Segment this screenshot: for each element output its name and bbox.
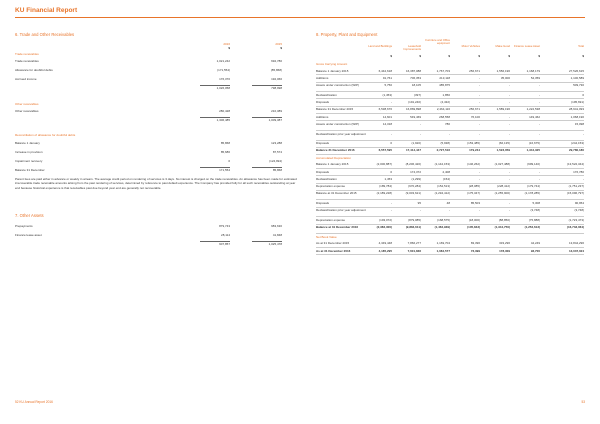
cell-value: (16,675): [528, 141, 540, 146]
report-title: KU Financial Report: [15, 7, 78, 14]
cell-value: 35,000: [500, 75, 510, 80]
cell-value: (154,513): [437, 184, 450, 189]
subheading: Reconciliation of allowance for doubtful debts: [15, 133, 76, 137]
cell-value: 149,462: [529, 114, 540, 119]
cell-value: (18,000): [468, 217, 480, 222]
cell-value: (13,522,344): [566, 162, 584, 167]
cell-value: (1,142,153): [434, 162, 450, 167]
cell-value: 95: [417, 201, 421, 205]
row-divider: [316, 254, 584, 255]
column-header: Finance Lease Asset: [514, 44, 540, 48]
column-unit: $: [538, 54, 540, 58]
row-label: Depreciation expense: [316, 184, 346, 189]
cell-value: -: [509, 208, 510, 213]
value-prior: 123,288: [271, 141, 282, 145]
row-label: Balance 31 December 2015: [316, 107, 354, 112]
total-current: 1,026,058: [216, 86, 230, 90]
cell-value: -: [479, 131, 480, 136]
cell-value: 1,222,538: [526, 107, 540, 112]
cell-value: (2,000,887): [376, 162, 392, 167]
row-divider: [316, 233, 584, 234]
cell-value: -: [479, 176, 480, 181]
cell-value: (1,920): [411, 141, 421, 146]
column-header: Total: [578, 44, 584, 48]
cell-value: -: [509, 176, 510, 181]
cell-value: 13,037,024: [568, 248, 584, 253]
cell-value: -: [539, 131, 540, 136]
cell-value: 1,168,179: [526, 68, 540, 73]
cell-value: (195,691): [571, 100, 584, 104]
cell-value: 1,523,059: [496, 148, 510, 153]
total-prior: 1,009,387: [268, 118, 282, 122]
cell-value: (970,284): [408, 184, 421, 189]
cell-value: (3,748): [574, 208, 584, 213]
cell-value: 509,730: [573, 83, 584, 88]
cell-value: 28,941,093: [568, 107, 584, 112]
cell-value: 15,098: [574, 121, 584, 126]
cell-value: -: [539, 121, 540, 126]
cell-value: 0: [582, 92, 584, 97]
cell-value: (1,252,613): [524, 225, 540, 230]
value-prior: 692,780: [271, 59, 282, 63]
row-label: Trade receivables: [15, 59, 39, 63]
cell-value: 1,767,703: [436, 68, 450, 73]
cell-value: -: [509, 121, 510, 126]
row-label: Depreciation expense: [316, 217, 346, 222]
row-label: Balance at 31 December 2016: [316, 225, 359, 230]
cell-value: -: [479, 121, 480, 126]
cell-value: 176,780: [573, 169, 584, 174]
cell-value: (146,262): [467, 162, 480, 167]
cell-value: -: [509, 83, 510, 88]
cell-value: 44,249: [530, 241, 540, 246]
cell-value: 4,349,448: [378, 241, 392, 246]
row-label: Finance lease asset: [15, 233, 42, 237]
cell-value: 85,503: [470, 201, 480, 205]
cell-value: 1,589,196: [496, 107, 510, 112]
row-label: Impairment recovery: [15, 159, 43, 163]
cell-value: 0: [390, 169, 392, 174]
cell-value: 1,068,190: [570, 114, 584, 119]
row-label: Assets under construction (WIP): [316, 121, 360, 126]
subheading: Trade receivables: [15, 52, 39, 56]
row-label: Reclassification: [316, 176, 337, 181]
cell-value: 27,526,615: [568, 68, 584, 73]
cell-value: -: [420, 208, 421, 213]
cell-value: 16,869,898: [405, 107, 421, 112]
cell-value: -: [479, 169, 480, 174]
cell-value: -: [509, 114, 510, 119]
column-unit: $: [508, 54, 510, 58]
cell-value: 6,538,676: [378, 107, 392, 112]
cell-value: (105,843): [467, 225, 480, 230]
cell-value: (1,255,900): [494, 191, 510, 196]
cell-value: 18,105: [411, 83, 421, 88]
row-label: Additions: [316, 75, 329, 80]
cell-value: (193,072): [379, 217, 392, 222]
cell-value: 48: [446, 201, 450, 205]
cell-value: -: [509, 201, 510, 205]
row-label: Increase in provision: [15, 150, 43, 154]
section-title: 7. Other Assets: [15, 213, 44, 218]
cell-value: 485,875: [439, 83, 450, 88]
cell-value: (179,744): [527, 184, 540, 189]
cell-value: 7,601,836: [407, 248, 421, 253]
cell-value: 7,866,277: [407, 241, 421, 246]
value-current: 28,114: [221, 233, 230, 237]
cell-value: 76,100: [470, 114, 480, 119]
cell-value: 93,700: [530, 248, 540, 253]
cell-value: 333,296: [499, 241, 510, 246]
value-prior: 85,868: [272, 168, 282, 172]
cell-value: (8,206,420): [405, 162, 421, 167]
row-label: Other receivables: [15, 109, 39, 113]
cell-value: (228,412): [497, 184, 510, 189]
column-unit: $: [419, 54, 421, 58]
cell-value: 706,353: [410, 75, 421, 80]
row-label: Assets under construction (WIP): [316, 83, 360, 88]
row-label: Balance 31 December 2016: [316, 148, 355, 153]
cell-value: 2,408: [442, 169, 450, 174]
row-label: Disposals: [316, 100, 330, 104]
cell-value: -: [509, 100, 510, 104]
cell-value: -: [479, 83, 480, 88]
cell-value: (9,884,611): [405, 225, 421, 230]
total-current: 907,857: [219, 242, 230, 246]
cell-value: -: [509, 131, 510, 136]
cell-value: -: [391, 208, 392, 213]
column-unit: $: [390, 54, 392, 58]
value-prior: 41,848: [272, 233, 282, 237]
cell-value: 91,761: [382, 75, 392, 80]
cell-value: (879,085): [408, 217, 421, 222]
row-label: Disposals: [316, 169, 330, 174]
row-label: Reclassification: [316, 92, 337, 97]
cell-value: -: [391, 100, 392, 104]
cell-value: -: [391, 131, 392, 136]
cell-value: 213,118: [439, 75, 450, 80]
row-divider: [316, 154, 584, 155]
column-header: Furniture and Office equipment: [425, 38, 450, 46]
cell-value: (66,135): [498, 141, 510, 146]
cell-value: 179,244: [469, 148, 480, 153]
value-current: 171,554: [219, 168, 230, 172]
cell-value: (1,462,939): [434, 225, 450, 230]
cell-value: 13,844,296: [568, 241, 584, 246]
cell-value: -: [583, 176, 584, 181]
value-current: 176,370: [219, 77, 230, 81]
value-prior: (85,868): [270, 68, 282, 72]
cell-value: (168,575): [437, 217, 450, 222]
cell-value: 6,442,618: [378, 68, 392, 73]
cell-value: (1,294,412): [434, 191, 450, 196]
subheading: Net Book Value: [316, 234, 337, 239]
cell-value: (244,153): [571, 141, 584, 146]
footer-left: 52 KU Annual Report 2016: [15, 400, 53, 404]
column-unit: $: [582, 54, 584, 58]
cell-value: (1,723,473): [568, 217, 584, 222]
column-unit: $: [478, 54, 480, 58]
value-prior: 87,574: [272, 150, 282, 154]
cell-value: -: [539, 83, 540, 88]
value-current: 0: [228, 159, 230, 163]
total-current: 1,306,485: [216, 118, 230, 122]
value-current: 280,428: [219, 109, 230, 113]
cell-value: 268,558: [439, 114, 450, 119]
cell-value: 178,309: [499, 248, 510, 253]
cell-value: (191,240): [408, 100, 421, 104]
cell-value: (999,140): [527, 162, 540, 167]
cell-value: 780: [444, 121, 450, 126]
note-paragraph: Parent fees are paid either in advance or weekly in arrears. The average credit period on rendering of services is 3 days. No interest is charged on the trade receivables. An allowance has been made for estimated irrecoverable trade receivable amounts arising from the past rendering of services, determined by reference to past default experience. The Company has provided fully for all such receivables outstanding at year end because historical experience is that receivables past due beyond year end are generally not recoverable.: [15, 177, 297, 190]
cell-value: (9,003,621): [405, 191, 421, 196]
cell-value: 1,100,589: [570, 75, 584, 80]
cell-value: 90,954: [574, 201, 584, 205]
cell-value: -: [509, 169, 510, 174]
cell-value: 29,780,180: [568, 148, 584, 153]
subheading: Other receivables: [15, 102, 39, 106]
cell-value: 17,414,447: [405, 148, 421, 153]
subheading: Accumulated Depreciation: [316, 155, 352, 160]
column-header: 2015: [275, 42, 282, 46]
cell-value: 5,308: [532, 201, 540, 205]
column-header: Leasehold Improvements: [403, 44, 421, 52]
cell-value: (1,751,237): [568, 184, 584, 189]
cell-value: 2,464,116: [436, 107, 450, 112]
cell-value: -: [479, 208, 480, 213]
cell-value: (1,344,750): [494, 225, 510, 230]
value-current: (171,554): [217, 68, 230, 72]
cell-value: (1,178,285): [524, 191, 540, 196]
row-label: As at 31 December 2016: [316, 248, 351, 253]
column-header: 2016: [223, 42, 230, 46]
cell-value: -: [420, 121, 421, 126]
cell-value: 2,727,516: [436, 148, 450, 153]
cell-value: (153,485): [467, 141, 480, 146]
row-label: Balance 1 January 2015: [316, 68, 349, 73]
value-current: 85,868: [220, 141, 230, 145]
cell-value: -: [539, 92, 540, 97]
cell-value: (5,938): [440, 141, 450, 146]
section-title: 6. Trade and Other Receivables: [15, 32, 75, 37]
cell-value: 6,557,595: [378, 148, 392, 153]
cell-value: (28,085): [468, 184, 480, 189]
section-title: 8. Property, Plant and Equipment: [316, 32, 378, 37]
column-header: Land and Buildings: [368, 44, 392, 48]
cell-value: -: [539, 176, 540, 181]
row-label: Balance 1 January 2015: [316, 162, 349, 167]
cell-value: -: [449, 131, 450, 136]
cell-value: -: [509, 92, 510, 97]
cell-value: (175,347): [467, 191, 480, 196]
row-label: Reclassification prior year adjustment: [316, 131, 366, 136]
cell-value: 5,750: [384, 83, 392, 88]
cell-value: -: [391, 201, 392, 205]
cell-value: 0: [390, 141, 392, 146]
row-label: Reclassification prior year adjustment: [316, 208, 366, 213]
value-prior: (124,994): [269, 159, 282, 163]
cell-value: (2,189,228): [376, 191, 392, 196]
cell-value: 1,084,577: [436, 248, 450, 253]
row-label: Balance 31 December: [15, 168, 45, 172]
cell-value: 549,469: [410, 114, 421, 119]
value-prior: 210,389: [271, 109, 282, 113]
value-prior: 983,630: [271, 224, 282, 228]
row-label: Disposals: [316, 141, 330, 146]
total-prior: 1,025,478: [268, 242, 282, 246]
value-current: 1,021,242: [216, 59, 230, 63]
row-label: Additions: [316, 114, 329, 119]
cell-value: (2,382,300): [376, 225, 392, 230]
cell-value: (15,096,797): [566, 191, 584, 196]
column-header: Motor Vehicles: [461, 44, 480, 48]
cell-value: -: [479, 92, 480, 97]
cell-value: (88,850): [498, 217, 510, 222]
cell-value: 54,359: [530, 75, 540, 80]
cell-value: 256,671: [469, 107, 480, 112]
cell-value: (154): [442, 176, 450, 181]
column-unit: $: [448, 54, 450, 58]
row-label: Disposals: [316, 201, 330, 205]
column-header: Make Good: [495, 44, 510, 48]
cell-value: -: [449, 208, 450, 213]
cell-value: 1,556,196: [496, 68, 510, 73]
cell-value: -: [583, 131, 584, 136]
row-label: Allowance for doubtful debts: [15, 68, 53, 72]
row-label: Accrued income: [15, 77, 37, 81]
cell-value: (189,784): [379, 184, 392, 189]
cell-value: 256,671: [469, 68, 480, 73]
column-unit: $: [280, 46, 282, 50]
cell-value: (1,027,488): [494, 162, 510, 167]
cell-value: (1,453): [382, 92, 392, 97]
header-rule: [15, 17, 585, 18]
cell-value: (3,748): [530, 208, 540, 213]
column-unit: $: [228, 46, 230, 50]
cell-value: 1,453: [384, 176, 392, 181]
row-label: Balance 1 January: [15, 141, 40, 145]
value-prior: 192,066: [271, 77, 282, 81]
cell-value: -: [420, 131, 421, 136]
cell-value: -: [479, 75, 480, 80]
cell-value: 1,344,325: [526, 148, 540, 153]
row-label: Prepayments: [15, 224, 33, 228]
value-current: 879,743: [219, 224, 230, 228]
cell-value: (75,888): [528, 217, 540, 222]
cell-value: -: [539, 100, 540, 104]
cell-value: 174,372: [410, 169, 421, 174]
row-label: As at 31 December 2015: [316, 241, 350, 246]
cell-value: 1,169,704: [436, 241, 450, 246]
cell-value: 16,387,088: [405, 68, 421, 73]
subheading: Gross Carrying Amount: [316, 62, 348, 66]
cell-value: 83,396: [470, 241, 480, 246]
row-label: Balance at 31 December 2015: [316, 191, 357, 196]
page-number: 53: [581, 400, 585, 404]
cell-value: -: [479, 100, 480, 104]
cell-value: 4,185,295: [378, 248, 392, 253]
cell-value: 1,850: [442, 92, 450, 97]
cell-value: (397): [413, 92, 421, 97]
cell-value: -: [539, 169, 540, 174]
cell-value: (16,733,064): [566, 225, 584, 230]
value-current: 85,686: [220, 150, 230, 154]
total-prior: 798,998: [271, 86, 282, 90]
cell-value: 14,601: [382, 114, 392, 119]
cell-value: 14,318: [382, 121, 392, 126]
cell-value: 73,399: [470, 248, 480, 253]
cell-value: (1,299): [411, 176, 421, 181]
cell-value: (4,432): [440, 100, 450, 104]
